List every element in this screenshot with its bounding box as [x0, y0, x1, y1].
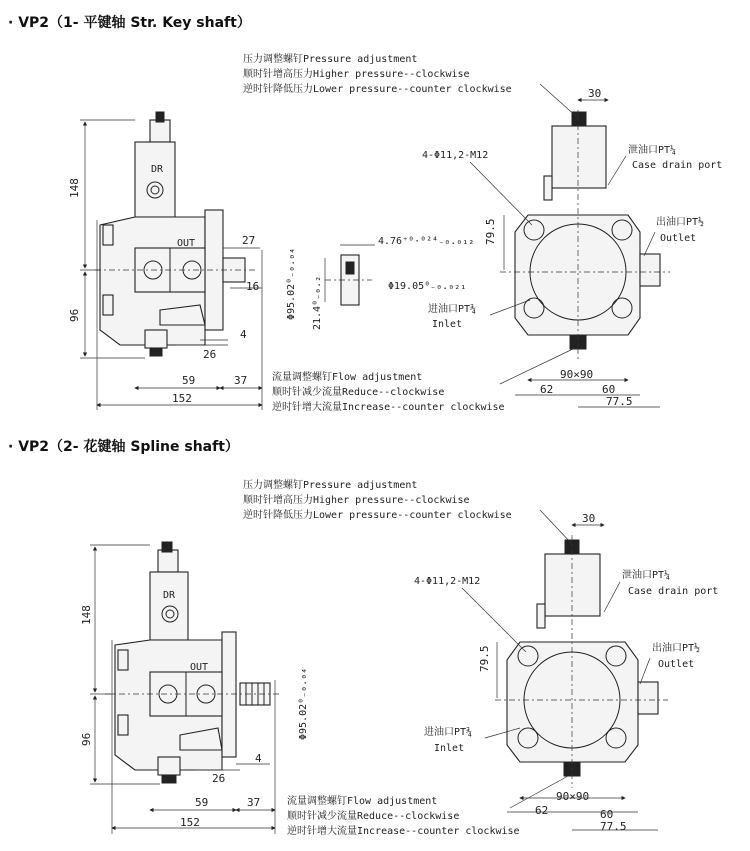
dim-90x90-a: 90×90: [560, 368, 594, 381]
label-bolts-a: 4-Φ11,2-M12: [422, 150, 489, 161]
dim-60-b: 60: [600, 808, 614, 821]
side-view-2: [80, 542, 309, 834]
pressure-cw-2: 顺时针增高压力Higher pressure--clockwise: [243, 495, 470, 506]
label-dr-b: DR: [163, 590, 176, 601]
dim-77-5-b: 77.5: [600, 820, 627, 833]
label-drain-cn-b: 泄油口PT¼: [622, 570, 671, 581]
dim-key-width: 4.76⁺⁰·⁰²⁴₋₀.₀₁₂: [378, 236, 475, 247]
dim-59-b: 59: [195, 796, 209, 809]
dim-60-a: 60: [602, 383, 616, 396]
dim-key-height: 21.4⁰₋₀.₂: [312, 275, 323, 330]
label-outlet-en-a: Outlet: [660, 233, 697, 244]
dim-37-a: 37: [234, 374, 248, 387]
label-inlet-en-b: Inlet: [434, 743, 465, 754]
label-outlet-en-b: Outlet: [658, 659, 695, 670]
pressure-cw-1: 顺时针增高压力Higher pressure--clockwise: [243, 69, 470, 80]
dim-79-5-a: 79.5: [484, 218, 497, 245]
dim-37-b: 37: [247, 796, 261, 809]
dim-152-a: 152: [172, 392, 192, 405]
dim-62-b: 62: [535, 804, 549, 817]
dim-96-b: 96: [80, 732, 93, 746]
dim-77-5-a: 77.5: [606, 395, 633, 408]
dim-26-a: 26: [203, 348, 217, 361]
dim-59-a: 59: [182, 374, 196, 387]
side-view-1: [68, 112, 297, 410]
section-title-key-shaft: · VP2（1- 平键轴 Str. Key shaft）: [8, 15, 251, 31]
label-outlet-cn-a: 出油口PT½: [656, 217, 705, 228]
label-drain-en-a: Case drain port: [632, 160, 723, 171]
dim-4-a: 4: [240, 328, 247, 341]
label-drain-cn-a: 泄油口PT¼: [628, 145, 677, 156]
label-out-b: OUT: [190, 662, 209, 673]
flow-ccw-2: 逆时针增大流量Increase--counter clockwise: [287, 826, 520, 837]
label-drain-en-b: Case drain port: [628, 586, 719, 597]
dim-key-dia: Φ19.05⁰₋₀.₀₂₁: [388, 281, 467, 292]
pressure-ccw-1: 逆时针降低压力Lower pressure--counter clockwise: [243, 84, 512, 95]
front-view-2: [414, 512, 718, 833]
dim-62-a: 62: [540, 383, 554, 396]
dim-4-b: 4: [255, 752, 262, 765]
label-dr-a: DR: [151, 164, 164, 175]
dim-152-b: 152: [180, 816, 200, 829]
flow-adjust-1: 流量调整螺钉Flow adjustment: [272, 372, 423, 383]
flow-ccw-1: 逆时针增大流量Increase--counter clockwise: [272, 402, 505, 413]
label-out-a: OUT: [177, 238, 196, 249]
dim-26-b: 26: [212, 772, 226, 785]
dim-16: 16: [246, 280, 260, 293]
label-bolts-b: 4-Φ11,2-M12: [414, 576, 481, 587]
pressure-adjust-1: 压力调整螺钉Pressure adjustment: [243, 54, 418, 65]
dim-148-b: 148: [80, 605, 93, 625]
front-view-1: [422, 87, 722, 408]
flow-cw-1: 顺时针减少流量Reduce--clockwise: [272, 387, 445, 398]
dim-shaft-dia-b: Φ95.02⁰₋₀.₀₄: [298, 667, 309, 740]
dim-96-a: 96: [68, 308, 81, 322]
dim-27: 27: [242, 234, 256, 247]
flow-adjust-2: 流量调整螺钉Flow adjustment: [287, 796, 438, 807]
label-inlet-en-a: Inlet: [432, 319, 463, 330]
label-outlet-cn-b: 出油口PT½: [652, 643, 701, 654]
pressure-adjust-2: 压力调整螺钉Pressure adjustment: [243, 480, 418, 491]
dim-79-5-b: 79.5: [478, 645, 491, 672]
dim-shaft-dia-a: Φ95.02⁰₋₀.₀₄: [286, 247, 297, 320]
dim-30-a: 30: [588, 87, 602, 100]
dim-30-b: 30: [582, 512, 596, 525]
pressure-ccw-2: 逆时针降低压力Lower pressure--counter clockwise: [243, 510, 512, 521]
dim-90x90-b: 90×90: [556, 790, 590, 803]
flow-cw-2: 顺时针减少流量Reduce--clockwise: [287, 811, 460, 822]
section-title-spline-shaft: · VP2（2- 花键轴 Spline shaft）: [8, 439, 239, 455]
key-detail: [312, 236, 477, 330]
dim-148-a: 148: [68, 178, 81, 198]
label-inlet-cn-b: 进油口PT¾: [424, 727, 473, 738]
label-inlet-cn-a: 进油口PT¾: [428, 304, 477, 315]
